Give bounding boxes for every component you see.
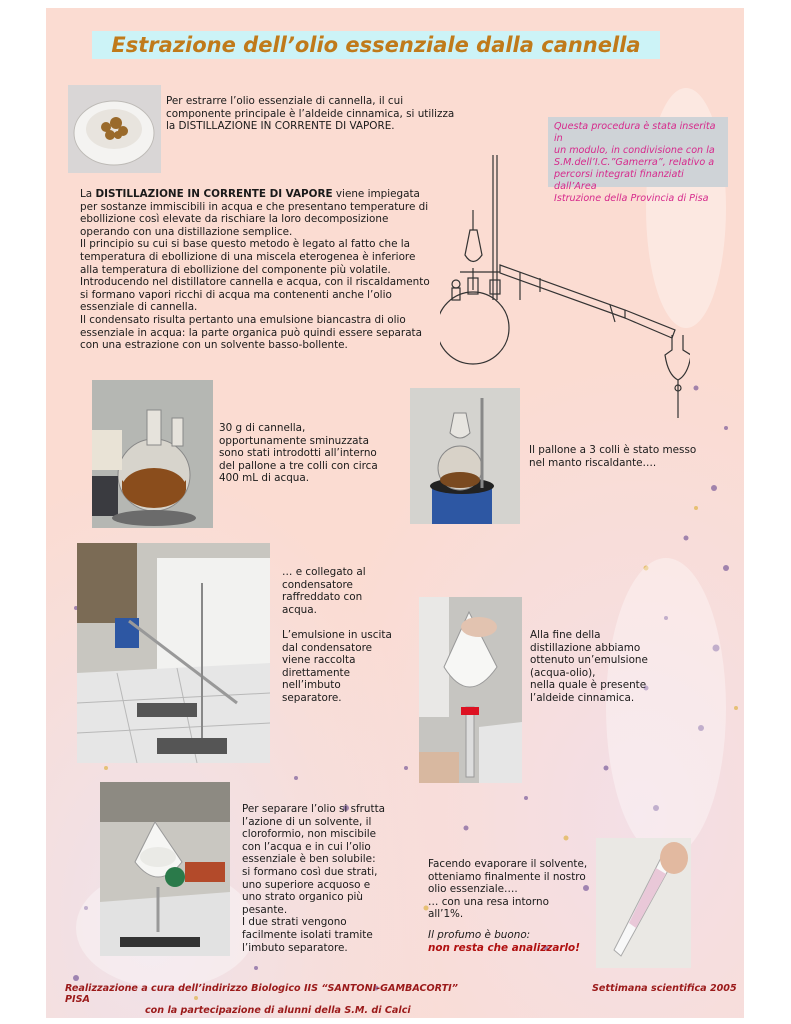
heating-mantle-illustration: [410, 388, 520, 524]
step5-line: facilmente isolati tramite: [242, 928, 373, 941]
step1-line: sono stati introdotti all’interno: [219, 447, 377, 460]
emulsion-funnel-illustration: [419, 597, 522, 783]
description-line: essenziale di cannella.: [80, 301, 198, 314]
note-line: percorsi integrati finanziati dall’Area: [554, 169, 684, 192]
spacer: [428, 921, 598, 929]
step4-line: nella quale è presente: [530, 679, 647, 692]
footer-line: Realizzazione a cura dell’indirizzo Biologico IIS “SANTONI-GAMBACORTI” PISA: [65, 983, 458, 1005]
description-first-line: [80, 188, 440, 201]
oil-vial-photo: [596, 838, 691, 968]
description-text: [80, 188, 440, 352]
step6-line: otteniamo finalmente il nostro: [428, 870, 586, 883]
step3-line: raffreddato con: [282, 591, 363, 604]
step2-line: nel manto riscaldante….: [529, 456, 657, 469]
description-line: Introducendo nel distillatore cannella e acqua, con il riscaldamento: [80, 276, 430, 289]
flask-illustration: [92, 380, 213, 528]
description-line: Il principio su cui si base questo metodo è legato al fatto che la: [80, 238, 411, 251]
description-line: alla temperatura di ebollizione del componente più volatile.: [80, 263, 391, 276]
intro-line: componente principale è l’aldeide cinnamica, si utilizza: [166, 107, 455, 120]
step3-line: viene raccolta: [282, 654, 356, 667]
step5-line: l’imbuto separatore.: [242, 941, 348, 954]
footer-credit: [65, 983, 485, 1016]
step3-line: dal condensatore: [282, 641, 373, 654]
intro-line: Per estrarre l’olio essenziale di cannella, il cui: [166, 95, 404, 107]
step3-line: direttamente: [282, 666, 351, 679]
intro-text: [166, 95, 466, 133]
condenser-setup-photo: [77, 543, 270, 763]
emulsion-funnel-photo: [419, 597, 522, 783]
separatory-funnel-illustration: [100, 782, 230, 956]
step4-line: ottenuto un’emulsione: [530, 654, 648, 667]
distillation-apparatus-diagram: [440, 150, 690, 420]
step5-line: Per separare l’olio si sfrutta: [242, 803, 386, 815]
description-line: per sostanze immiscibili in acqua e che presentano temperature di: [80, 200, 429, 213]
step5-line: con l’acqua e in cui l’olio: [242, 840, 371, 853]
condenser-setup-illustration: [77, 543, 270, 763]
footer-event: Settimana scientifica 2005: [592, 983, 737, 994]
step3-line: [282, 616, 412, 629]
description-rest: viene impiegata: [332, 188, 420, 200]
step3-line: condensatore: [282, 578, 353, 591]
step4-line: distillazione abbiamo: [530, 641, 641, 654]
description-line: Il condensato risulta pertanto una emulsione biancastra di olio: [80, 313, 406, 326]
description-line: essenziale in acqua: la parte organica può quindi essere separata: [80, 326, 423, 339]
step6-line: olio essenziale….: [428, 883, 518, 896]
oil-vial-illustration: [596, 838, 691, 968]
step6-line: all’1%.: [428, 908, 464, 921]
step6-line: Facendo evaporare il solvente,: [428, 858, 588, 870]
page-title: Estrazione dell’olio essenziale dalla cannella: [92, 31, 660, 59]
description-line: si formano vapori ricchi di acqua ma contenenti anche l’olio: [80, 288, 392, 301]
footer-line: con la partecipazione di alunni della S.M. di Calci: [145, 1005, 411, 1016]
step3-line: separatore.: [282, 691, 342, 704]
step2-line: Il pallone a 3 colli è stato messo: [529, 444, 697, 456]
step3-line: acqua.: [282, 603, 317, 616]
description-line: operando con una distillazione semplice.: [80, 225, 293, 238]
step4-line: l’aldeide cinnamica.: [530, 691, 635, 704]
step4-line: (acqua-olio),: [530, 666, 596, 679]
step3-line: L’emulsione in uscita: [282, 628, 392, 641]
step2-text: [529, 444, 719, 469]
note-line: Questa procedura è stata inserita in: [554, 121, 716, 144]
step5-line: I due strati vengono: [242, 916, 347, 929]
note-line: un modulo, in condivisione con la: [554, 145, 715, 156]
step3-line: nell’imbuto: [282, 679, 341, 692]
description-prefix: La: [80, 188, 96, 200]
step6-line: … con una resa intorno: [428, 895, 549, 908]
step5-line: cloroformio, non miscibile: [242, 828, 377, 841]
step1-line: 30 g di cannella,: [219, 422, 306, 434]
cinnamon-bowl-photo: [68, 85, 161, 173]
intro-line: la DISTILLAZIONE IN CORRENTE DI VAPORE.: [166, 120, 395, 133]
separatory-funnel-photo: [100, 782, 230, 956]
step5-line: pesante.: [242, 903, 288, 916]
description-line: ebollizione così elevate da rischiare la loro decomposizione: [80, 213, 389, 226]
step3-line: … e collegato al: [282, 566, 366, 578]
heating-mantle-photo: [410, 388, 520, 524]
bowl-illustration: [68, 85, 161, 173]
step4-text: [530, 629, 690, 705]
step5-text: [242, 803, 392, 954]
description-line: temperatura di ebollizione di una miscela eterogenea è inferiore: [80, 250, 416, 263]
note-line: S.M.dell’I.C.”Gamerra”, relativo a: [554, 157, 715, 168]
step6-text: [428, 858, 598, 954]
step5-line: uno superiore acquoso e: [242, 878, 371, 891]
step5-line: uno strato organico più: [242, 891, 364, 904]
step5-line: si formano così due strati,: [242, 865, 378, 878]
step3-text: [282, 566, 412, 705]
step4-line: Alla fine della: [530, 629, 601, 641]
step5-line: essenziale è ben solubile:: [242, 853, 376, 866]
flask-cinnamon-photo: [92, 380, 213, 528]
description-line: con una estrazione con un solvente basso-bollente.: [80, 339, 348, 352]
step1-line: 400 mL di acqua.: [219, 472, 310, 485]
step1-line: opportunamente sminuzzata: [219, 434, 369, 447]
step1-text: [219, 422, 404, 485]
closing-highlight: non resta che analizzarlo!: [428, 941, 580, 954]
description-bold: DISTILLAZIONE IN CORRENTE DI VAPORE: [95, 188, 333, 200]
note-line: Istruzione della Provincia di Pisa: [554, 193, 709, 204]
step1-line: del pallone a tre colli con circa: [219, 459, 378, 472]
closing-line: Il profumo è buono:: [428, 928, 531, 941]
step5-line: l’azione di un solvente, il: [242, 815, 372, 828]
